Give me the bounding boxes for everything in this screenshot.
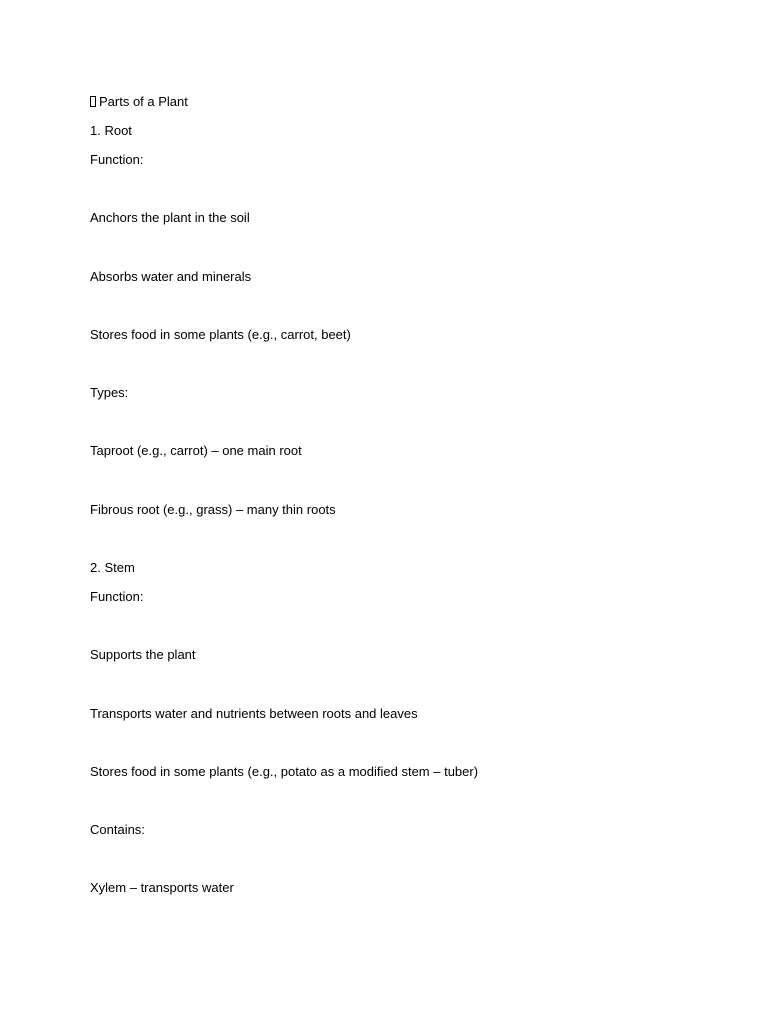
section-heading-root: 1. Root — [90, 123, 132, 138]
stem-contains-item: Xylem – transports water — [90, 880, 234, 895]
root-function-item: Stores food in some plants (e.g., carrot, beet) — [90, 327, 351, 342]
root-type-item: Fibrous root (e.g., grass) – many thin roots — [90, 502, 336, 517]
stem-contains-label: Contains: — [90, 822, 145, 837]
root-function-item: Anchors the plant in the soil — [90, 210, 250, 225]
stem-function-item: Transports water and nutrients between roots and leaves — [90, 706, 418, 721]
root-type-item: Taproot (e.g., carrot) – one main root — [90, 443, 302, 458]
section-heading-stem: 2. Stem — [90, 560, 135, 575]
document-title-text: Parts of a Plant — [99, 94, 188, 109]
stem-function-label: Function: — [90, 589, 144, 604]
missing-glyph-icon — [90, 96, 96, 107]
stem-function-item: Supports the plant — [90, 647, 196, 662]
root-function-item: Absorbs water and minerals — [90, 269, 252, 284]
root-types-label: Types: — [90, 385, 129, 400]
stem-function-item: Stores food in some plants (e.g., potato as a modified stem – tuber) — [90, 764, 479, 779]
root-function-label: Function: — [90, 152, 144, 167]
document-title — [90, 94, 188, 110]
